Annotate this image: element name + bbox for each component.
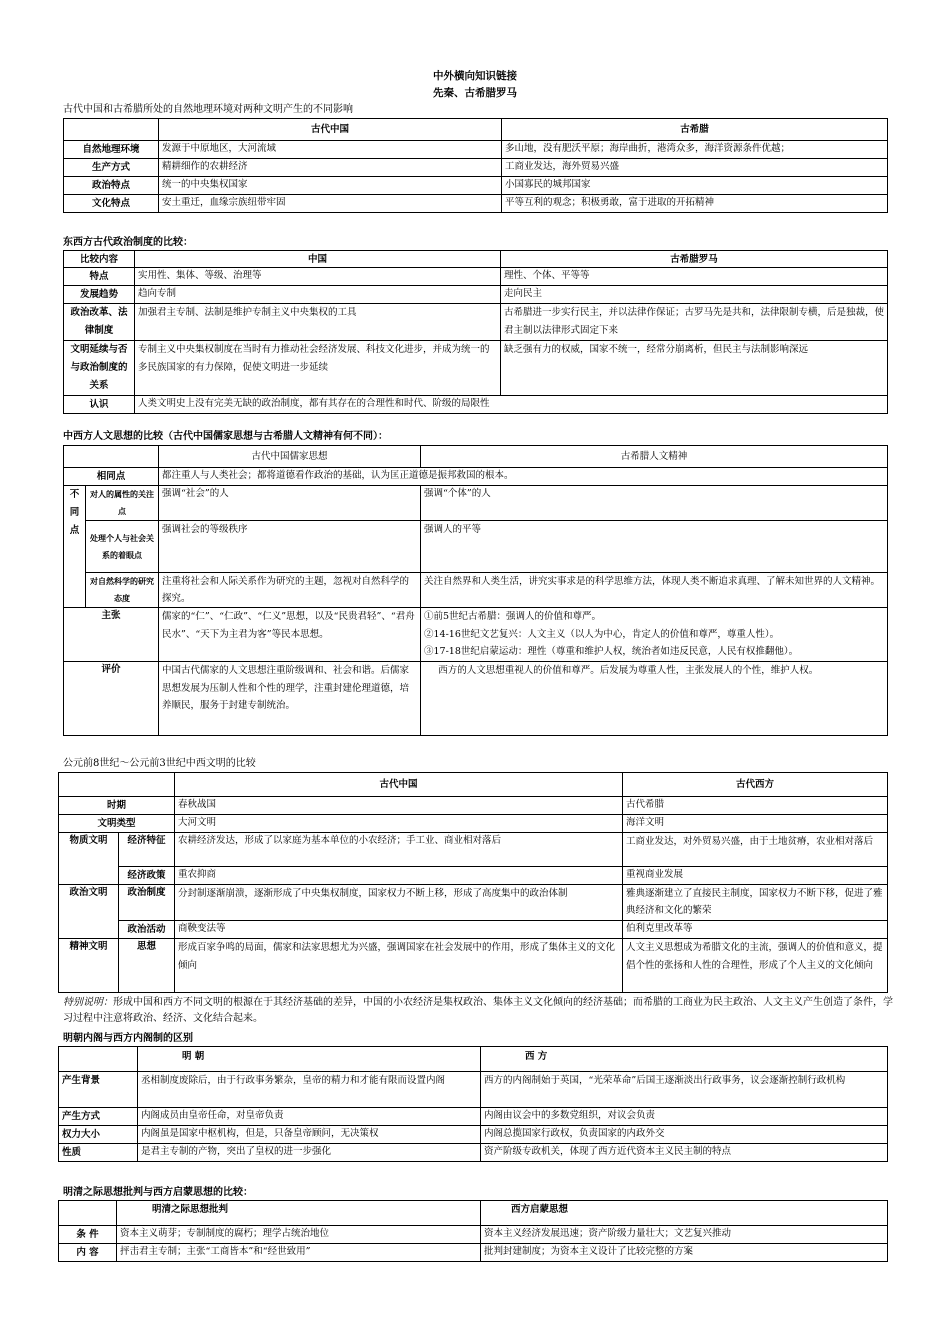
cell: 雅典逐渐建立了直接民主制度，国家权力不断下移，促进了雅典经济和文化的繁荣 bbox=[623, 885, 888, 921]
row-label: 物质文明 bbox=[59, 833, 119, 885]
row-label: 文化特点 bbox=[64, 195, 159, 213]
row-label: 时期 bbox=[59, 797, 175, 815]
table3 bbox=[63, 445, 888, 736]
cell: 是君主专制的产物，突出了皇权的进一步强化 bbox=[138, 1144, 481, 1162]
row-label: 评价 bbox=[64, 662, 159, 736]
cell: 形成百家争鸣的局面，儒家和法家思想尤为兴盛，强调国家在社会发展中的作用，形成了集体主义的文化倾向 bbox=[175, 939, 623, 993]
table1-header-china: 古代中国 bbox=[159, 119, 502, 141]
cell: 批判封建制度；为资本主义设计了比较完整的方案 bbox=[481, 1244, 888, 1262]
row-sublabel: 政治制度 bbox=[119, 885, 175, 921]
row-label: 产生方式 bbox=[59, 1108, 138, 1126]
row-label: 文明延续与否与政治制度的关系 bbox=[64, 341, 135, 396]
row-sublabel: 经济特征 bbox=[119, 833, 175, 867]
cell: 大河文明 bbox=[175, 815, 623, 833]
row-label: 主张 bbox=[64, 608, 159, 662]
cell: 丞相制度废除后，由于行政事务繁杂，皇帝的精力和才能有限而设置内阁 bbox=[138, 1072, 481, 1108]
table3-header-humanism: 古希腊人文精神 bbox=[421, 446, 888, 468]
table-row bbox=[59, 833, 888, 867]
cell: 人文主义思想成为希腊文化的主流，强调人的价值和意义，提倡个性的张扬和人性的合理性，形成了个人主义的文化倾向 bbox=[623, 939, 888, 993]
table-row bbox=[64, 486, 888, 521]
claim-line-3: ③17-18世纪启蒙运动：理性（尊重和维护人权，统治者如违反民意，人民有权推翻他）。 bbox=[424, 646, 799, 657]
table-row bbox=[59, 1126, 888, 1144]
cell: 统一的中央集权国家 bbox=[159, 177, 502, 195]
cell: 专制主义中央集权制度在当时有力推动社会经济发展、科技文化进步，并成为统一的多民族国家的有力保障，促使文明进一步延续 bbox=[135, 341, 501, 396]
table-row bbox=[64, 177, 888, 195]
table-row bbox=[64, 195, 888, 213]
cell: 重农抑商 bbox=[175, 867, 623, 885]
cell: 人类文明史上没有完美无缺的政治制度，都有其存在的合理性和时代、阶级的局限性 bbox=[135, 396, 888, 414]
table1-caption: 古代中国和古希腊所处的自然地理环境对两种文明产生的不同影响 bbox=[63, 104, 353, 115]
table-row bbox=[59, 1108, 888, 1126]
claim-line-1: ①前5世纪古希腊：强调人的价值和尊严。 bbox=[424, 611, 602, 622]
table5-corner bbox=[59, 1047, 138, 1072]
row-sublabel: 思想 bbox=[119, 939, 175, 993]
table4-header-china: 古代中国 bbox=[175, 773, 623, 797]
row-label-differences: 不同点 bbox=[64, 486, 86, 608]
cell bbox=[421, 608, 888, 662]
table-row bbox=[64, 286, 888, 304]
table-row bbox=[64, 341, 888, 396]
cell: 走向民主 bbox=[501, 286, 888, 304]
table4 bbox=[58, 772, 888, 993]
table5 bbox=[58, 1046, 888, 1162]
table-row bbox=[64, 304, 888, 341]
row-label: 认识 bbox=[64, 396, 135, 414]
table6-header-enlightenment: 西方启蒙思想 bbox=[481, 1201, 888, 1226]
table-row bbox=[59, 1226, 888, 1244]
table6-caption: 明清之际思想批判与西方启蒙思想的比较： bbox=[63, 1187, 253, 1198]
cell: 实用性、集体、等级、治理等 bbox=[135, 268, 501, 286]
cell: 趋向专制 bbox=[135, 286, 501, 304]
row-label: 权力大小 bbox=[59, 1126, 138, 1144]
cell: 海洋文明 bbox=[623, 815, 888, 833]
table4-caption: 公元前8世纪～公元前3世纪中西文明的比较 bbox=[63, 758, 256, 769]
row-label: 政治改革、法律制度 bbox=[64, 304, 135, 341]
cell: 工商业发达，海外贸易兴盛 bbox=[502, 159, 888, 177]
row-label: 精神文明 bbox=[59, 939, 119, 993]
row-label: 特点 bbox=[64, 268, 135, 286]
table4-corner bbox=[59, 773, 175, 797]
cell: 小国寡民的城邦国家 bbox=[502, 177, 888, 195]
cell: 中国古代儒家的人文思想注重阶级调和、社会和谐。后儒家思想发展为压制人性和个性的理学，注重封建伦理道德，培养顺民，服务于封建专制统治。 bbox=[159, 662, 421, 736]
page-subtitle: 先秦、古希腊罗马 bbox=[433, 87, 517, 99]
table1-header-greece: 古希腊 bbox=[502, 119, 888, 141]
table-row bbox=[64, 141, 888, 159]
cell: 商鞅变法等 bbox=[175, 921, 623, 939]
row-label: 对自然科学的研究态度 bbox=[86, 573, 159, 608]
row-label: 处理个人与社会关系的着眼点 bbox=[86, 521, 159, 573]
table1-corner bbox=[64, 119, 159, 141]
table2-header-item: 比较内容 bbox=[64, 251, 135, 268]
cell: 强调人的平等 bbox=[421, 521, 888, 573]
cell: 内阁总揽国家行政权，负责国家的内政外交 bbox=[481, 1126, 888, 1144]
table1 bbox=[63, 118, 888, 213]
cell: 资本主义经济发展迅速；资产阶级力量壮大；文艺复兴推动 bbox=[481, 1226, 888, 1244]
table3-header-confucian: 古代中国儒家思想 bbox=[159, 446, 421, 468]
claim-line-2: ②14-16世纪文艺复兴：人文主义（以人为中心，肯定人的价值和尊严，尊重人性）。 bbox=[424, 628, 780, 640]
table6 bbox=[58, 1200, 888, 1262]
table-row bbox=[59, 921, 888, 939]
table2-header-greece-rome: 古希腊罗马 bbox=[501, 251, 888, 268]
special-note-text: 形成中国和西方不同文明的根源在于其经济基础的差异，中国的小农经济是集权政治、集体主义文化倾向的经济基础；而希腊的工商业为民主政治、人文主义产生创造了条件，学习过程中注意将政治、经济、文化结合起来。 bbox=[63, 997, 893, 1024]
cell: 多山地，没有肥沃平原；海岸曲折，港湾众多，海洋资源条件优越； bbox=[502, 141, 888, 159]
cell: 西方的内阁制始于英国，“光荣革命”后国王逐渐淡出行政事务，议会逐渐控制行政机构 bbox=[481, 1072, 888, 1108]
table-row bbox=[64, 608, 888, 662]
row-label: 相同点 bbox=[64, 468, 159, 486]
cell: 强调“社会”的人 bbox=[159, 486, 421, 521]
cell: 平等互利的观念；积极勇敢，富于进取的开拓精神 bbox=[502, 195, 888, 213]
cell: 发源于中原地区，大河流域 bbox=[159, 141, 502, 159]
table5-header-west: 西 方 bbox=[481, 1047, 888, 1072]
cell: 强调“个体”的人 bbox=[421, 486, 888, 521]
cell: 注重将社会和人际关系作为研究的主题，忽视对自然科学的探究。 bbox=[159, 573, 421, 608]
table-row bbox=[64, 662, 888, 736]
cell: 儒家的“仁”、“仁政”、“仁义”思想，以及“民贵君轻”、“君舟民水”、“天下为主君为客”等民本思想。 bbox=[159, 608, 421, 662]
cell: 精耕细作的农耕经济 bbox=[159, 159, 502, 177]
cell: 伯利克里改革等 bbox=[623, 921, 888, 939]
table2-header-china: 中国 bbox=[135, 251, 501, 268]
special-note-label: 特别说明： bbox=[63, 997, 113, 1008]
cell: 春秋战国 bbox=[175, 797, 623, 815]
cell: 抨击君主专制；主张“工商皆本”和“经世致用” bbox=[117, 1244, 481, 1262]
row-label: 产生背景 bbox=[59, 1072, 138, 1108]
row-label: 发展趋势 bbox=[64, 286, 135, 304]
row-label: 条 件 bbox=[59, 1226, 117, 1244]
table-row bbox=[59, 867, 888, 885]
table-row bbox=[59, 797, 888, 815]
cell: 资本主义萌芽；专制制度的腐朽；理学占统治地位 bbox=[117, 1226, 481, 1244]
table3-caption: 中西方人文思想的比较（古代中国儒家思想与古希腊人文精神有何不同）： bbox=[63, 431, 388, 442]
cell: 分封制逐渐崩溃，逐渐形成了中央集权制度，国家权力不断上移，形成了高度集中的政治体制 bbox=[175, 885, 623, 921]
row-label: 性质 bbox=[59, 1144, 138, 1162]
table-row bbox=[64, 521, 888, 573]
table-row bbox=[64, 468, 888, 486]
table-row bbox=[64, 396, 888, 414]
cell: 加强君主专制、法制是维护专制主义中央集权的工具 bbox=[135, 304, 501, 341]
page-title: 中外横向知识链接 bbox=[433, 70, 517, 82]
special-note bbox=[63, 995, 893, 1027]
table-row bbox=[59, 815, 888, 833]
table2-caption: 东西方古代政治制度的比较： bbox=[63, 237, 193, 248]
cell: 理性、个体、平等等 bbox=[501, 268, 888, 286]
cell: 内阁成员由皇帝任命，对皇帝负责 bbox=[138, 1108, 481, 1126]
cell: 关注自然界和人类生活，讲究实事求是的科学思维方法，体现人类不断追求真理、了解未知世界的人文精神。 bbox=[421, 573, 888, 608]
cell: 缺乏强有力的权威，国家不统一，经常分崩离析，但民主与法制影响深远 bbox=[501, 341, 888, 396]
table-row bbox=[59, 939, 888, 993]
cell: 农耕经济发达，形成了以家庭为基本单位的小农经济；手工业、商业相对落后 bbox=[175, 833, 623, 867]
row-label: 内 容 bbox=[59, 1244, 117, 1262]
cell: 古希腊进一步实行民主，并以法律作保证；古罗马先是共和，法律限制专横，后是独裁，使君主制以法律形式固定下来 bbox=[501, 304, 888, 341]
table-row bbox=[64, 159, 888, 177]
cell: 内阁由议会中的多数党组织，对议会负责 bbox=[481, 1108, 888, 1126]
cell: 资产阶级专政机关，体现了西方近代资本主义民主制的特点 bbox=[481, 1144, 888, 1162]
table-row bbox=[64, 268, 888, 286]
cell: 重视商业发展 bbox=[623, 867, 888, 885]
cell: 古代希腊 bbox=[623, 797, 888, 815]
row-sublabel: 经济政策 bbox=[119, 867, 175, 885]
table6-corner bbox=[59, 1201, 117, 1226]
cell: 内阁虽是国家中枢机构，但是，只备皇帝顾问，无决策权 bbox=[138, 1126, 481, 1144]
row-sublabel: 政治活动 bbox=[119, 921, 175, 939]
table6-header-ming-qing: 明清之际思想批判 bbox=[117, 1201, 481, 1226]
cell: 强调社会的等级秩序 bbox=[159, 521, 421, 573]
table-row bbox=[64, 573, 888, 608]
row-label: 对人的属性的关注点 bbox=[86, 486, 159, 521]
row-label: 政治特点 bbox=[64, 177, 159, 195]
row-label: 政治文明 bbox=[59, 885, 119, 939]
table2 bbox=[63, 250, 888, 414]
cell: 西方的人文思想重视人的价值和尊严。后发展为尊重人性，主张发展人的个性，维护人权。 bbox=[421, 662, 888, 736]
table5-header-ming: 明 朝 bbox=[138, 1047, 481, 1072]
table5-caption: 明朝内阁与西方内阁制的区别 bbox=[63, 1033, 193, 1044]
table-row bbox=[59, 1072, 888, 1108]
cell: 都注重人与人类社会；都将道德看作政治的基础，认为匡正道德是振邦救国的根本。 bbox=[159, 468, 888, 486]
cell: 工商业发达，对外贸易兴盛，由于土地贫瘠，农业相对落后 bbox=[623, 833, 888, 867]
table-row bbox=[59, 1244, 888, 1262]
row-label: 自然地理环境 bbox=[64, 141, 159, 159]
table4-header-west: 古代西方 bbox=[623, 773, 888, 797]
row-label: 生产方式 bbox=[64, 159, 159, 177]
row-label: 文明类型 bbox=[59, 815, 175, 833]
table-row bbox=[59, 1144, 888, 1162]
cell: 安土重迁，血缘宗族纽带牢固 bbox=[159, 195, 502, 213]
table3-corner bbox=[64, 446, 159, 468]
table-row bbox=[59, 885, 888, 921]
